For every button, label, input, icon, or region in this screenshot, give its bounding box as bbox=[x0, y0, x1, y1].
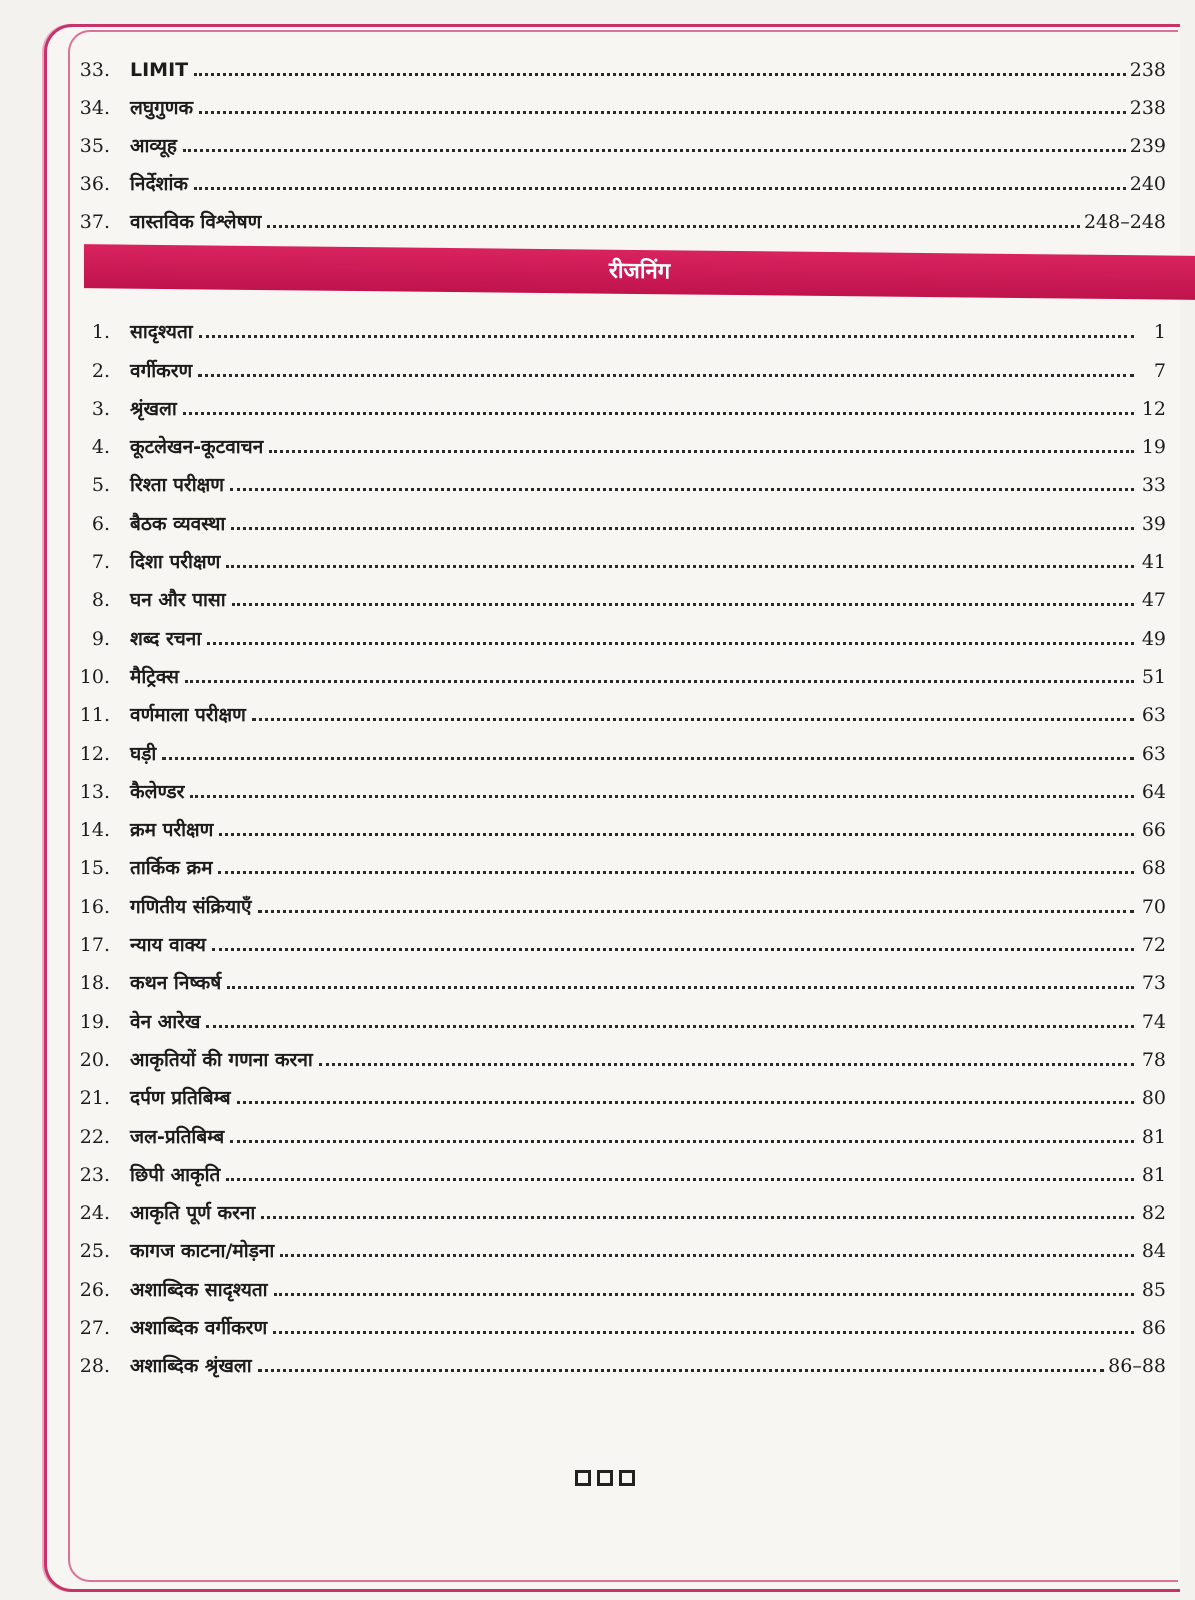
toc-entry-page: 74 bbox=[1141, 1010, 1166, 1033]
toc-entry-title: आव्यूह bbox=[130, 135, 178, 157]
dot-leader bbox=[194, 187, 1126, 190]
toc-entry-page: 39 bbox=[1141, 512, 1166, 535]
dot-leader bbox=[207, 642, 1134, 645]
toc-entry-page: 12 bbox=[1141, 397, 1166, 420]
toc-entry-title: निर्देशांक bbox=[130, 173, 188, 195]
toc-entry[interactable] bbox=[70, 306, 1170, 344]
toc-entry-page: 238 bbox=[1129, 59, 1166, 81]
toc-entry-page: 63 bbox=[1141, 704, 1166, 727]
dot-leader bbox=[261, 1216, 1134, 1219]
dot-leader bbox=[206, 1025, 1134, 1028]
dot-leader bbox=[199, 335, 1134, 338]
toc-entry-number: 5. bbox=[91, 474, 110, 497]
toc-entry[interactable] bbox=[70, 612, 1170, 650]
toc-entry-page: 86 bbox=[1141, 1317, 1166, 1340]
toc-entry[interactable] bbox=[70, 120, 1170, 158]
dot-leader bbox=[319, 1063, 1134, 1066]
toc-entry-number: 9. bbox=[91, 627, 110, 650]
toc-entry-number: 14. bbox=[79, 819, 110, 842]
toc-entry-page: 66 bbox=[1141, 819, 1166, 842]
toc-entry[interactable] bbox=[70, 158, 1170, 196]
dot-leader bbox=[230, 1140, 1134, 1143]
section-heading-banner: रीजनिंग bbox=[84, 244, 1195, 300]
toc-entry[interactable] bbox=[70, 1302, 1170, 1340]
toc-entry-number: 26. bbox=[79, 1278, 110, 1301]
toc-entry-number: 12. bbox=[79, 742, 110, 765]
toc-entry[interactable] bbox=[70, 727, 1170, 765]
toc-entry[interactable] bbox=[70, 842, 1170, 880]
toc-entry[interactable] bbox=[70, 1072, 1170, 1110]
toc-entry-page: 47 bbox=[1141, 589, 1166, 612]
toc-entry-page: 41 bbox=[1141, 551, 1166, 574]
dot-leader bbox=[258, 1369, 1104, 1372]
toc-entry-number: 17. bbox=[79, 934, 110, 957]
toc-entry-page: 240 bbox=[1129, 173, 1166, 195]
square-icon bbox=[575, 1470, 591, 1486]
toc-entry-title: अशाब्दिक वर्गीकरण bbox=[130, 1317, 268, 1340]
toc-entry-page: 19 bbox=[1141, 436, 1166, 459]
toc-entry[interactable] bbox=[70, 344, 1170, 382]
toc-entry-page: 7 bbox=[1153, 359, 1166, 382]
toc-entry-title: घन और पासा bbox=[130, 589, 226, 612]
dot-leader bbox=[252, 718, 1134, 721]
toc-entry-number: 27. bbox=[79, 1317, 110, 1340]
toc-entry-number: 28. bbox=[79, 1355, 110, 1378]
square-icon bbox=[619, 1470, 635, 1486]
toc-entry-title: दर्पण प्रतिबिम्ब bbox=[130, 1087, 231, 1110]
dot-leader bbox=[218, 871, 1134, 874]
toc-entry-number: 25. bbox=[79, 1240, 110, 1263]
toc-entry-page: 63 bbox=[1141, 742, 1166, 765]
toc-entry-title: शब्द रचना bbox=[130, 627, 202, 650]
toc-entry[interactable] bbox=[70, 421, 1170, 459]
dot-leader bbox=[227, 986, 1134, 989]
dot-leader bbox=[212, 948, 1134, 951]
toc-entry-number: 21. bbox=[79, 1087, 110, 1110]
toc-entry[interactable] bbox=[70, 1263, 1170, 1301]
toc-entry-number: 10. bbox=[79, 665, 110, 688]
toc-entry-number: 36. bbox=[79, 173, 110, 195]
dot-leader bbox=[280, 1254, 1134, 1257]
dot-leader bbox=[194, 73, 1126, 76]
reasoning-toc-list bbox=[70, 306, 1170, 1378]
toc-entry-title: छिपी आकृति bbox=[130, 1163, 221, 1186]
toc-entry-title: कागज काटना/मोड़ना bbox=[130, 1240, 275, 1263]
toc-entry-title: बैठक व्यवस्था bbox=[130, 512, 226, 535]
toc-entry-page: 33 bbox=[1141, 474, 1166, 497]
toc-entry-number: 6. bbox=[91, 512, 110, 535]
toc-entry-title: वर्गीकरण bbox=[130, 359, 193, 382]
toc-entry-number: 22. bbox=[79, 1125, 110, 1148]
toc-entry-title: वेन आरेख bbox=[130, 1010, 201, 1033]
toc-entry-title: कूटलेखन-कूटवाचन bbox=[130, 436, 264, 459]
dot-leader bbox=[162, 757, 1134, 760]
dot-leader bbox=[226, 1178, 1134, 1181]
toc-entry-title: रिश्ता परीक्षण bbox=[130, 474, 224, 497]
toc-entry-page: 70 bbox=[1141, 895, 1166, 918]
toc-entry-title: LIMIT bbox=[130, 59, 189, 81]
toc-entry-title: वर्णमाला परीक्षण bbox=[130, 704, 246, 727]
toc-entry[interactable] bbox=[70, 1034, 1170, 1072]
toc-entry-number: 7. bbox=[91, 551, 110, 574]
toc-entry-title: गणितीय संक्रियाएँ bbox=[130, 895, 252, 918]
toc-entry[interactable] bbox=[70, 536, 1170, 574]
toc-entry-page: 49 bbox=[1141, 627, 1166, 650]
toc-entry-number: 4. bbox=[91, 436, 110, 459]
toc-entry-title: तार्किक क्रम bbox=[130, 857, 213, 880]
toc-entry-page: 86–88 bbox=[1108, 1355, 1166, 1378]
dot-leader bbox=[183, 412, 1134, 415]
toc-entry-title: आकृति पूर्ण करना bbox=[130, 1202, 256, 1225]
toc-entry-number: 18. bbox=[79, 972, 110, 995]
toc-entry-title: आकृतियों की गणना करना bbox=[130, 1048, 313, 1071]
toc-entry-title: मैट्रिक्स bbox=[130, 665, 179, 688]
toc-entry-page: 82 bbox=[1141, 1202, 1166, 1225]
toc-entry-number: 16. bbox=[79, 895, 110, 918]
toc-entry-page: 68 bbox=[1141, 857, 1166, 880]
dot-leader bbox=[274, 1293, 1134, 1296]
toc-entry-title: कथन निष्कर्ष bbox=[130, 972, 222, 995]
toc-entry-title: क्रम परीक्षण bbox=[130, 819, 214, 842]
toc-entry[interactable] bbox=[70, 995, 1170, 1033]
toc-entry-title: सादृश्यता bbox=[130, 321, 193, 344]
toc-entry-title: अशाब्दिक सादृश्यता bbox=[130, 1278, 268, 1301]
toc-entry-number: 8. bbox=[91, 589, 110, 612]
toc-entry-page: 84 bbox=[1141, 1240, 1166, 1263]
toc-entry-page: 1 bbox=[1153, 321, 1166, 344]
toc-entry-page: 81 bbox=[1141, 1125, 1166, 1148]
toc-entry-page: 64 bbox=[1141, 780, 1166, 803]
toc-entry-title: वास्तविक विश्लेषण bbox=[130, 211, 262, 233]
dot-leader bbox=[231, 527, 1134, 530]
toc-entry-title: अशाब्दिक श्रृंखला bbox=[130, 1355, 252, 1378]
toc-entry-page: 73 bbox=[1141, 972, 1166, 995]
toc-entry[interactable] bbox=[70, 1187, 1170, 1225]
toc-entry[interactable] bbox=[70, 44, 1170, 82]
toc-entry[interactable] bbox=[70, 766, 1170, 804]
dot-leader bbox=[267, 225, 1080, 228]
toc-entry-page: 239 bbox=[1129, 135, 1166, 157]
toc-entry-page: 248–248 bbox=[1083, 211, 1166, 233]
toc-entry-number: 35. bbox=[79, 135, 110, 157]
toc-entry-page: 81 bbox=[1141, 1163, 1166, 1186]
dot-leader bbox=[273, 1331, 1134, 1334]
toc-entry-title: श्रृंखला bbox=[130, 397, 177, 420]
toc-entry[interactable] bbox=[70, 1110, 1170, 1148]
toc-entry-number: 13. bbox=[79, 780, 110, 803]
end-marks bbox=[575, 1470, 635, 1486]
toc-entry-page: 238 bbox=[1129, 97, 1166, 119]
dot-leader bbox=[183, 149, 1126, 152]
toc-entry[interactable] bbox=[70, 1149, 1170, 1187]
toc-entry-page: 72 bbox=[1141, 934, 1166, 957]
toc-entry[interactable] bbox=[70, 82, 1170, 120]
toc-entry[interactable] bbox=[70, 957, 1170, 995]
toc-entry-title: कैलेण्डर bbox=[130, 780, 185, 803]
toc-entry[interactable] bbox=[70, 459, 1170, 497]
toc-entry[interactable] bbox=[70, 1225, 1170, 1263]
dot-leader bbox=[219, 833, 1134, 836]
toc-entry[interactable] bbox=[70, 880, 1170, 918]
toc-entry-number: 11. bbox=[79, 704, 110, 727]
dot-leader bbox=[230, 488, 1134, 491]
toc-entry-title: जल-प्रतिबिम्ब bbox=[130, 1125, 225, 1148]
toc-entry[interactable] bbox=[70, 804, 1170, 842]
toc-entry-page: 51 bbox=[1141, 665, 1166, 688]
toc-entry[interactable] bbox=[70, 919, 1170, 957]
toc-entry-number: 3. bbox=[91, 397, 110, 420]
dot-leader bbox=[198, 374, 1134, 377]
square-icon bbox=[597, 1470, 613, 1486]
toc-entry-number: 15. bbox=[79, 857, 110, 880]
dot-leader bbox=[185, 680, 1134, 683]
toc-entry[interactable] bbox=[70, 383, 1170, 421]
dot-leader bbox=[199, 111, 1126, 114]
toc-entry-number: 33. bbox=[79, 59, 110, 81]
math-toc-list bbox=[70, 44, 1170, 234]
toc-entry-page: 80 bbox=[1141, 1087, 1166, 1110]
dot-leader bbox=[269, 450, 1134, 453]
toc-entry[interactable] bbox=[70, 574, 1170, 612]
toc-entry[interactable] bbox=[70, 689, 1170, 727]
toc-entry-number: 23. bbox=[79, 1163, 110, 1186]
dot-leader bbox=[226, 565, 1134, 568]
toc-entry-number: 20. bbox=[79, 1048, 110, 1071]
toc-entry-number: 1. bbox=[91, 321, 110, 344]
toc-entry-title: लघुगुणक bbox=[130, 97, 194, 119]
toc-entry-number: 37. bbox=[79, 211, 110, 233]
toc-entry[interactable] bbox=[70, 196, 1170, 234]
toc-entry-page: 85 bbox=[1141, 1278, 1166, 1301]
toc-entry-number: 2. bbox=[91, 359, 110, 382]
dot-leader bbox=[258, 910, 1134, 913]
dot-leader bbox=[237, 1101, 1134, 1104]
toc-entry-title: न्याय वाक्य bbox=[130, 934, 206, 957]
toc-entry-title: दिशा परीक्षण bbox=[130, 551, 221, 574]
toc-entry-number: 19. bbox=[79, 1010, 110, 1033]
toc-entry[interactable] bbox=[70, 497, 1170, 535]
toc-entry-page: 78 bbox=[1141, 1048, 1166, 1071]
toc-entry-number: 34. bbox=[79, 97, 110, 119]
dot-leader bbox=[232, 603, 1134, 606]
toc-entry-number: 24. bbox=[79, 1202, 110, 1225]
dot-leader bbox=[190, 795, 1134, 798]
toc-entry[interactable] bbox=[70, 1340, 1170, 1378]
toc-entry-title: घड़ी bbox=[130, 742, 157, 765]
toc-entry[interactable] bbox=[70, 651, 1170, 689]
